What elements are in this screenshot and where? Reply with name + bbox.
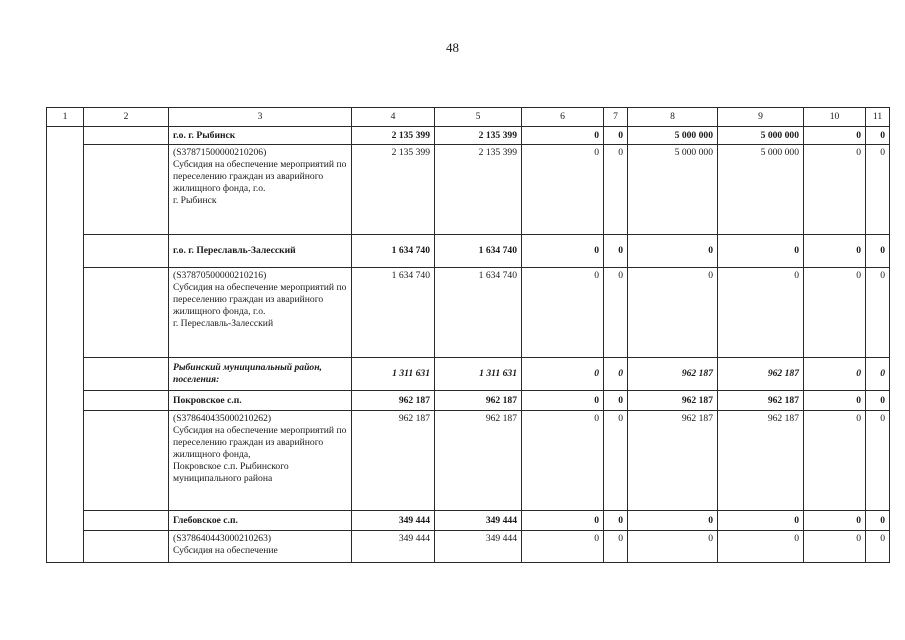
item-name-cell: Глебовское с.п.	[169, 511, 352, 531]
value-cell-v11: 0	[866, 145, 890, 235]
col2-cell	[84, 145, 169, 235]
subsidy-table	[46, 107, 890, 563]
value-cell-v11: 0	[866, 511, 890, 531]
value-cell-v5: 349 444	[435, 511, 522, 531]
value-cell-v9: 5 000 000	[718, 127, 804, 145]
value-cell-v9: 0	[718, 531, 804, 563]
value-cell-v7: 0	[604, 511, 628, 531]
item-name-cell: (S37871500000210206) Субсидия на обеспечение мероприятий по переселению граждан из аварийного жилищного фонда, г.о. г. Рыбинск	[169, 145, 352, 235]
value-cell-v6: 0	[522, 391, 604, 411]
value-cell-v5: 349 444	[435, 531, 522, 563]
col2-cell	[84, 127, 169, 145]
value-cell-v10: 0	[804, 127, 866, 145]
value-cell-v7: 0	[604, 391, 628, 411]
value-cell-v7: 0	[604, 531, 628, 563]
col2-cell	[84, 358, 169, 391]
table-row	[47, 145, 890, 235]
value-cell-v9: 962 187	[718, 391, 804, 411]
value-cell-v11: 0	[866, 235, 890, 268]
value-cell-v9: 5 000 000	[718, 145, 804, 235]
value-cell-v7: 0	[604, 145, 628, 235]
value-cell-v4: 2 135 399	[352, 127, 435, 145]
value-cell-v4: 349 444	[352, 511, 435, 531]
column-header: 1	[47, 108, 84, 127]
col2-cell	[84, 391, 169, 411]
table-row	[47, 235, 890, 268]
value-cell-v10: 0	[804, 145, 866, 235]
value-cell-v11: 0	[866, 127, 890, 145]
value-cell-v10: 0	[804, 268, 866, 358]
value-cell-v10: 0	[804, 391, 866, 411]
value-cell-v8: 0	[628, 531, 718, 563]
value-cell-v8: 0	[628, 235, 718, 268]
value-cell-v11: 0	[866, 268, 890, 358]
value-cell-v8: 962 187	[628, 358, 718, 391]
value-cell-v7: 0	[604, 268, 628, 358]
value-cell-v8: 962 187	[628, 391, 718, 411]
item-name-cell: (S37864043500021026​2) Субсидия на обеспечение мероприятий по переселению граждан из аварийного жилищного фонда, Покровское с.п. Рыбинского муниципального района	[169, 411, 352, 511]
item-name-cell: г.о. г. Рыбинск	[169, 127, 352, 145]
value-cell-v6: 0	[522, 235, 604, 268]
item-name-cell: Рыбинский муниципальный район, поселения:	[169, 358, 352, 391]
value-cell-v5: 1 634 740	[435, 235, 522, 268]
page-number: 48	[446, 40, 459, 55]
col2-cell	[84, 411, 169, 511]
value-cell-v7: 0	[604, 411, 628, 511]
table-row	[47, 358, 890, 391]
value-cell-v10: 0	[804, 531, 866, 563]
value-cell-v6: 0	[522, 358, 604, 391]
table-row	[47, 511, 890, 531]
value-cell-v6: 0	[522, 145, 604, 235]
table-row	[47, 127, 890, 145]
column-header: 9	[718, 108, 804, 127]
value-cell-v11: 0	[866, 358, 890, 391]
value-cell-v10: 0	[804, 411, 866, 511]
table-row	[47, 268, 890, 358]
table-row	[47, 411, 890, 511]
value-cell-v6: 0	[522, 127, 604, 145]
value-cell-v4: 1 634 740	[352, 235, 435, 268]
value-cell-v4: 349 444	[352, 531, 435, 563]
column-header: 8	[628, 108, 718, 127]
value-cell-v8: 5 000 000	[628, 145, 718, 235]
value-cell-v9: 0	[718, 235, 804, 268]
value-cell-v10: 0	[804, 235, 866, 268]
item-name-cell: Покровское с.п.	[169, 391, 352, 411]
header-row	[47, 108, 890, 127]
value-cell-v9: 962 187	[718, 411, 804, 511]
value-cell-v9: 0	[718, 268, 804, 358]
column-header: 7	[604, 108, 628, 127]
value-cell-v6: 0	[522, 411, 604, 511]
value-cell-v5: 962 187	[435, 391, 522, 411]
value-cell-v4: 2 135 399	[352, 145, 435, 235]
item-name-cell: (S37864044300021026​3) Субсидия на обеспечение	[169, 531, 352, 563]
value-cell-v6: 0	[522, 531, 604, 563]
value-cell-v10: 0	[804, 358, 866, 391]
value-cell-v9: 962 187	[718, 358, 804, 391]
value-cell-v8: 0	[628, 268, 718, 358]
value-cell-v4: 1 311 631	[352, 358, 435, 391]
value-cell-v10: 0	[804, 511, 866, 531]
value-cell-v7: 0	[604, 235, 628, 268]
value-cell-v4: 962 187	[352, 411, 435, 511]
value-cell-v5: 2 135 399	[435, 127, 522, 145]
column-header: 3	[169, 108, 352, 127]
value-cell-v11: 0	[866, 531, 890, 563]
value-cell-v6: 0	[522, 511, 604, 531]
column-header: 2	[84, 108, 169, 127]
column-header: 11	[866, 108, 890, 127]
value-cell-v8: 0	[628, 511, 718, 531]
value-cell-v11: 0	[866, 411, 890, 511]
column-header: 5	[435, 108, 522, 127]
value-cell-v8: 962 187	[628, 411, 718, 511]
column-header: 6	[522, 108, 604, 127]
value-cell-v4: 962 187	[352, 391, 435, 411]
item-name-cell: (S37870500000210216) Субсидия на обеспечение мероприятий по переселению граждан из аварийного жилищного фонда, г.о. г. Переславль-Залесский	[169, 268, 352, 358]
value-cell-v7: 0	[604, 127, 628, 145]
value-cell-v8: 5 000 000	[628, 127, 718, 145]
value-cell-v6: 0	[522, 268, 604, 358]
col1-cell	[47, 127, 84, 563]
col2-cell	[84, 268, 169, 358]
value-cell-v5: 1 634 740	[435, 268, 522, 358]
column-header: 4	[352, 108, 435, 127]
table-row	[47, 531, 890, 563]
col2-cell	[84, 511, 169, 531]
value-cell-v5: 2 135 399	[435, 145, 522, 235]
value-cell-v4: 1 634 740	[352, 268, 435, 358]
value-cell-v7: 0	[604, 358, 628, 391]
col2-cell	[84, 235, 169, 268]
value-cell-v9: 0	[718, 511, 804, 531]
item-name-cell: г.о. г. Переславль-Залесский	[169, 235, 352, 268]
value-cell-v11: 0	[866, 391, 890, 411]
column-header: 10	[804, 108, 866, 127]
col2-cell	[84, 531, 169, 563]
value-cell-v5: 962 187	[435, 411, 522, 511]
value-cell-v5: 1 311 631	[435, 358, 522, 391]
table-row	[47, 391, 890, 411]
